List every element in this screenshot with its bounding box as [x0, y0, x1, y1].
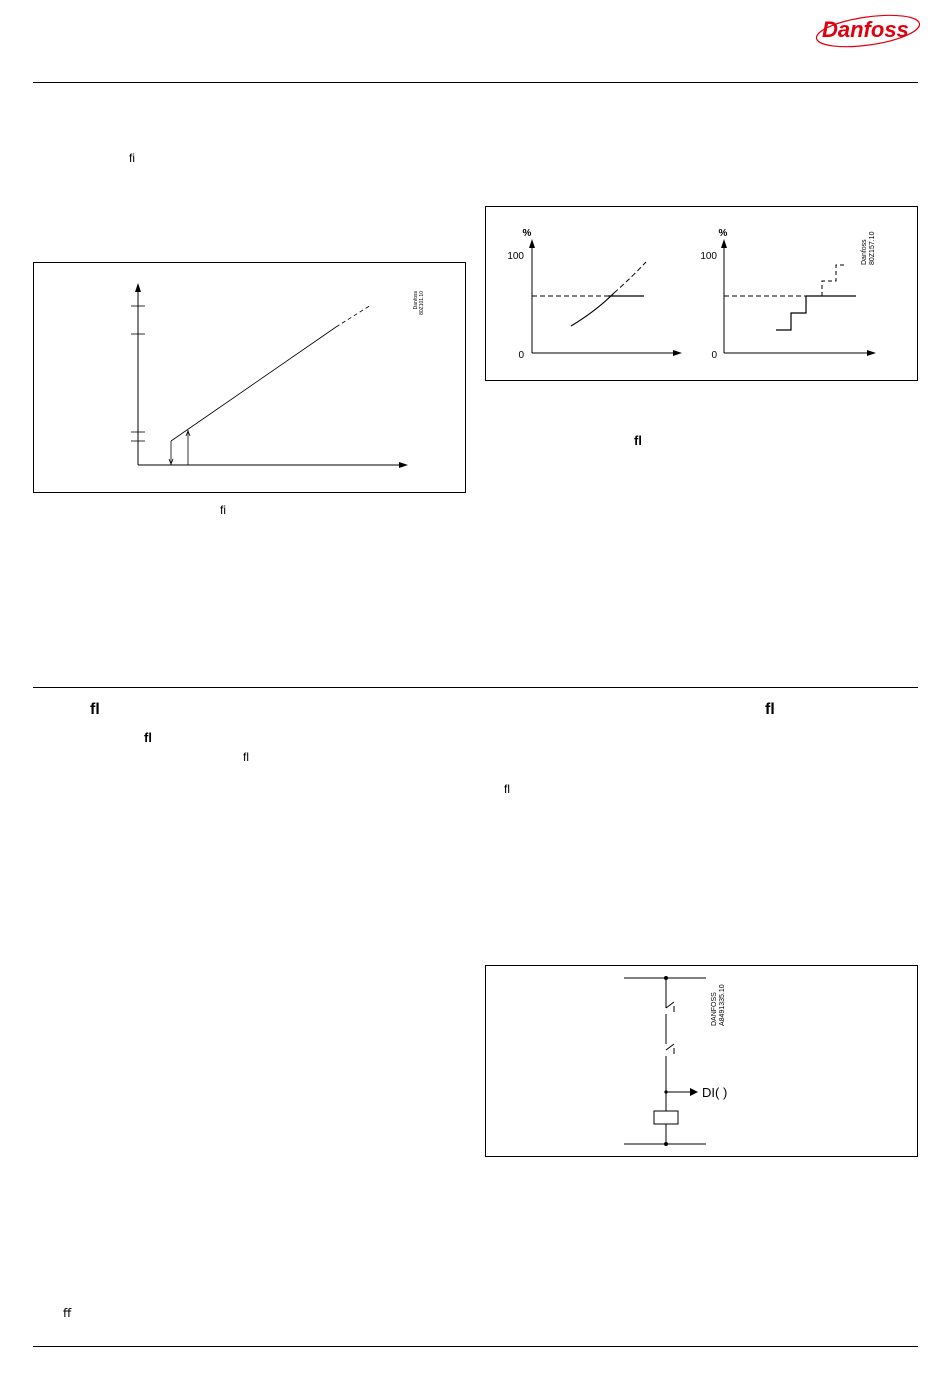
- figure-stamp-line1: Danfoss: [413, 291, 419, 310]
- figure-caption-left: ﬁ: [220, 503, 226, 517]
- linear-chart-figure: [33, 262, 466, 493]
- figure-stamp-line2: 80Z101.10: [419, 291, 425, 315]
- left-plot-y-unit: %: [522, 228, 532, 239]
- left-plot-y-min: 0: [518, 350, 524, 361]
- left-paragraph-glyph: ﬂ: [144, 730, 152, 745]
- section-rule: [33, 687, 918, 688]
- footer-rule: [33, 1346, 918, 1347]
- right-paragraph-glyph: ﬂ: [504, 782, 510, 796]
- brand-wordmark: Danfoss: [822, 17, 909, 42]
- circuit-stamp-line2: A8491335.10: [719, 984, 726, 1026]
- circuit-stamp-line1: DANFOSS: [711, 992, 718, 1026]
- left-section-heading: ﬂ: [90, 701, 100, 718]
- right-plot-y-unit: %: [718, 228, 728, 239]
- right-plot-y-max: 100: [700, 251, 717, 262]
- ligature-glyph: ﬁ: [129, 151, 135, 165]
- figure-caption-right: ﬂ: [634, 433, 642, 448]
- danfoss-logo: [812, 8, 924, 48]
- left-plot-y-max: 100: [507, 251, 524, 262]
- right-section-heading: ﬂ: [765, 701, 775, 718]
- plot-stamp-line2: 80Z157.10: [869, 231, 876, 265]
- right-plot-y-min: 0: [711, 350, 717, 361]
- circuit-di-label: DI( ): [702, 1085, 728, 1100]
- plot-stamp-line1: Danfoss: [861, 239, 868, 265]
- circuit-diagram-figure: [485, 965, 918, 1157]
- percentage-plots-figure: [485, 206, 918, 381]
- header-rule: [33, 82, 918, 83]
- left-paragraph-glyph-2: ﬂ: [243, 750, 249, 764]
- footer-ligature-glyph: ﬀ: [63, 1306, 72, 1320]
